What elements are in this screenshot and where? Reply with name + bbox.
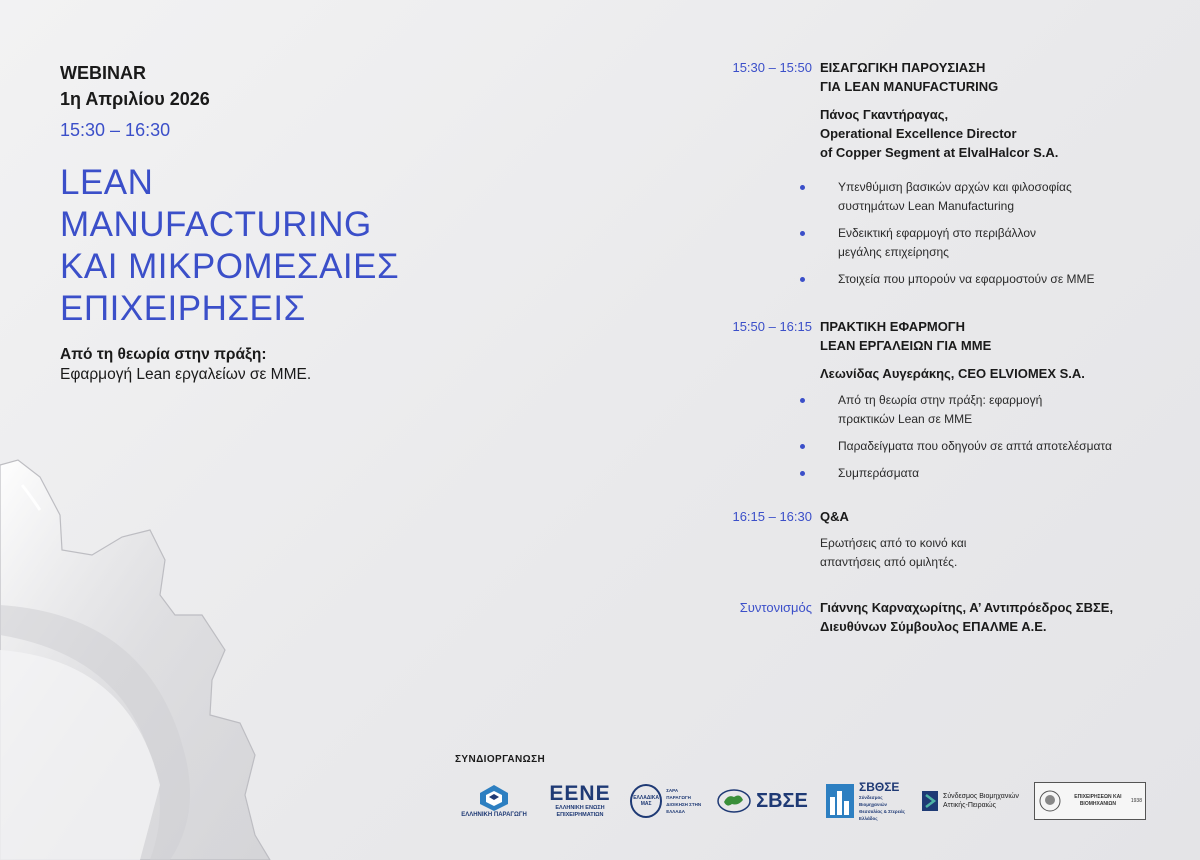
session-time: 15:30 – 15:50	[732, 60, 812, 75]
speaker-line: of Copper Segment at ElvalHalcor S.A.	[820, 145, 1059, 160]
logo-year: 1938	[1130, 798, 1142, 804]
topic-line: συστημάτων Lean Manufacturing	[838, 199, 1014, 213]
logo-subtext: ΣΑΡΑ ΠΑΡΑΓΩΓΗ ΔΙΟΙΚΗΣΗ ΣΤΗΝ ΕΛΛΑΔΑ	[666, 788, 702, 814]
session-topics	[820, 391, 1180, 483]
topic-line: Ενδεικτική εφαρμογή στο περιβάλλον	[838, 226, 1037, 240]
logo-subtext: ΕΛΛΗΝΙΚΗ ΕΝΩΣΗ ΕΠΙΧΕΙΡΗΜΑΤΙΩΝ	[555, 805, 605, 818]
logo-text: ΕΠΙΧΕΙΡΗΣΕΩΝ ΚΑΙ ΒΙΟΜΗΧΑΝΙΩΝ	[1074, 794, 1122, 807]
logo-elliniki-paragogi	[445, 778, 543, 824]
agenda-moderator	[700, 598, 1180, 636]
topic-line: Στοιχεία που μπορούν να εφαρμοστούν σε ΜΜΕ	[838, 272, 1095, 286]
logo-text: ΣΒΘΣΕ	[859, 780, 900, 794]
session-time: 15:50 – 16:15	[732, 319, 812, 334]
description-line: Ερωτήσεις από το κοινό και	[820, 536, 967, 550]
logo-epimelitirio	[1034, 778, 1146, 824]
speaker-line: Operational Excellence Director	[820, 126, 1017, 141]
event-type: WEBINAR	[60, 63, 146, 83]
speaker-line: Πάνος Γκαντήραγας,	[820, 107, 949, 122]
sbse-map-icon	[716, 788, 752, 814]
moderator-label: Συντονισμός	[739, 600, 812, 615]
description-line: απαντήσεις από ομιλητές.	[820, 555, 958, 569]
session-title-line: ΕΙΣΑΓΩΓΙΚΗ ΠΑΡΟΥΣΙΑΣΗ	[820, 60, 986, 75]
agenda	[700, 58, 1180, 636]
event-subtitle-bold: Από τη θεωρία στην πράξη:	[60, 346, 267, 363]
session-title: Q&A	[820, 509, 849, 524]
logo-sbse	[712, 778, 812, 824]
sbthse-factory-icon	[825, 783, 855, 819]
elliniki-paragogi-mark-icon	[479, 784, 509, 812]
event-title	[60, 162, 520, 330]
topic-item	[820, 464, 1180, 483]
moderator-line: Γιάννης Καρναχωρίτης, Α’ Αντιπρόεδρος ΣΒΣΕ,	[820, 600, 1114, 615]
logo-sbthse	[822, 778, 914, 824]
topic-line: Υπενθύμιση βασικών αρχών και φιλοσοφίας	[838, 180, 1072, 194]
glass-gear-graphic	[0, 455, 300, 860]
session-topics	[820, 178, 1180, 289]
topic-line: Συμπεράσματα	[838, 466, 920, 480]
attiki-piraeus-mark-icon	[921, 790, 939, 812]
topic-line: μεγάλης επιχείρησης	[838, 245, 949, 259]
topic-item	[820, 437, 1180, 456]
agenda-session-2	[700, 317, 1180, 483]
session-speaker	[820, 364, 1180, 383]
event-header	[60, 60, 520, 385]
event-hours: 15:30 – 16:30	[60, 120, 171, 140]
emblem-head-icon	[1038, 789, 1062, 813]
session-title-line: ΓΙΑ LEAN MANUFACTURING	[820, 79, 999, 94]
speaker-line: Λεωνίδας Αυγεράκης, CEO ELVIOMEX S.A.	[820, 366, 1085, 381]
topic-item	[820, 178, 1180, 216]
session-time: 16:15 – 16:30	[732, 509, 812, 524]
topic-line: Παραδείγματα που οδηγούν σε απτά αποτελέσματα	[838, 439, 1112, 453]
logo-text: ΕΛΛΑΔΙΚΑ ΜΑΣ	[630, 784, 662, 818]
session-title-line: ΠΡΑΚΤΙΚΗ ΕΦΑΡΜΟΓΗ	[820, 319, 966, 334]
topic-item	[820, 270, 1180, 289]
session-title	[820, 58, 1180, 96]
event-title-line: ΕΠΙΧΕΙΡΗΣΕΙΣ	[60, 289, 306, 328]
event-subtitle: Εφαρμογή Lean εργαλείων σε ΜΜΕ.	[60, 366, 312, 383]
logo-eene	[548, 778, 612, 824]
topic-item	[820, 224, 1180, 262]
session-description	[820, 534, 1180, 572]
topic-line: πρακτικών Lean σε ΜΜΕ	[838, 412, 973, 426]
topic-item	[820, 391, 1180, 429]
topic-line: Από τη θεωρία στην πράξη: εφαρμογή	[838, 393, 1043, 407]
agenda-session-1	[700, 58, 1180, 289]
coorganizers-label: ΣΥΝΔΙΟΡΓΑΝΩΣΗ	[455, 754, 546, 765]
moderator-name	[820, 598, 1180, 636]
session-title-line: LEAN ΕΡΓΑΛΕΙΩΝ ΓΙΑ ΜΜΕ	[820, 338, 992, 353]
event-title-line: ΚΑΙ ΜΙΚΡΟΜΕΣΑΙΕΣ	[60, 247, 400, 286]
event-title-line: LEAN	[60, 163, 154, 202]
event-title-line: MANUFACTURING	[60, 205, 372, 244]
agenda-session-qa	[700, 507, 1180, 572]
event-date: 1η Απριλίου 2026	[60, 89, 210, 109]
logo-text: Σύνδεσμος Βιομηχανιών Αττικής-Πειραιώς	[943, 793, 1019, 809]
logo-elladika-mas	[630, 778, 702, 824]
logo-subtext: Σύνδεσμος Βιομηχανιών Θεσσαλίας & Στερεάς Ελλάδος	[859, 795, 905, 821]
logo-text: ΕΛΛΗΝΙΚΗ ΠΑΡΑΓΩΓΗ	[461, 811, 527, 818]
logo-syndesmos-attikis-peiraios	[920, 778, 1028, 824]
logo-text: ΕΕΝΕ	[549, 782, 611, 805]
session-speaker	[820, 105, 1180, 162]
logo-text: ΣΒΣΕ	[756, 789, 808, 812]
session-title	[820, 317, 1180, 355]
moderator-line: Διευθύνων Σύμβουλος ΕΠΑΛΜΕ Α.Ε.	[820, 619, 1047, 634]
